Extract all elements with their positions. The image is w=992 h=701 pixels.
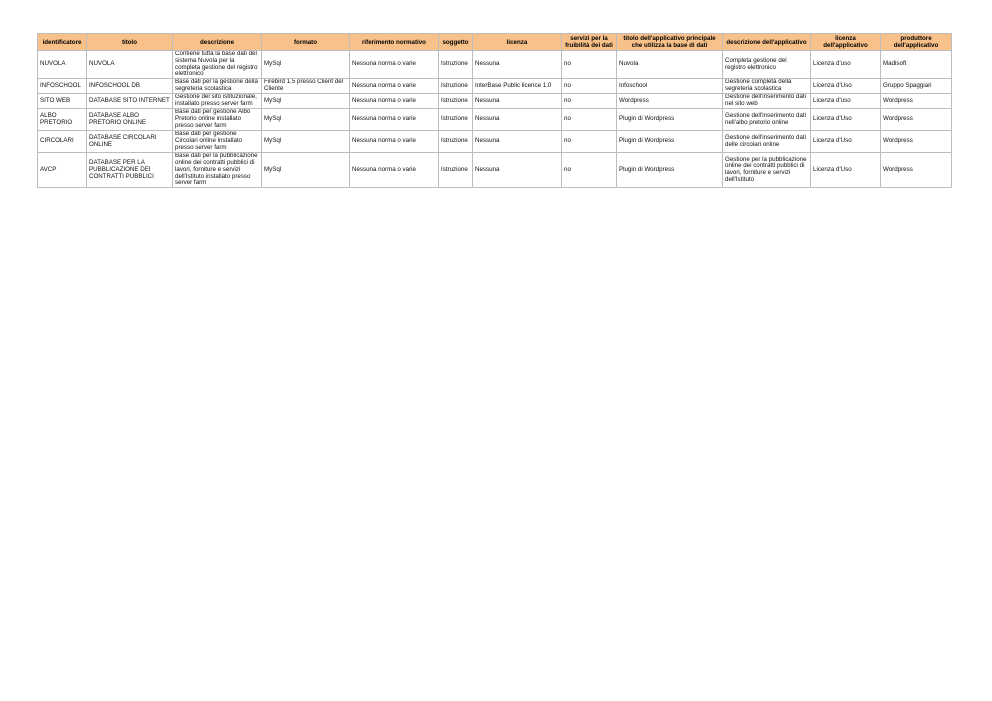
table-cell: SITO WEB [38,94,87,109]
table-cell: Plugin di Wordpress [617,153,723,188]
table-row [38,79,952,94]
table-cell: Licenza d'Uso [811,131,881,153]
table-cell: Istruzione [439,79,473,94]
table-cell: no [562,51,617,79]
header-cell: licenza dell'applicativo [811,34,881,51]
table-cell: Base dati per gestione Albo Pretorio online installato presso server farm [173,109,262,131]
table-cell: Base dati per la pubblicazione online dei contratti pubblici di lavori, forniture e servizi dell'Istituto installato presso server farm [173,153,262,188]
table-cell: no [562,109,617,131]
table-cell: Nessuna norma o varie [350,79,439,94]
header-cell: servizi per la fruibilità dei dati [562,34,617,51]
header-cell: produttore dell'applicativo [881,34,952,51]
table-cell: DATABASE CIRCOLARI ONLINE [87,131,173,153]
table-cell: Licenza d'Uso [811,79,881,94]
header-cell: soggetto [439,34,473,51]
table-cell: Istruzione [439,51,473,79]
table-cell: Base dati per gestione Circolari online installato presso server farm [173,131,262,153]
table-cell: MySql [262,51,350,79]
table-cell: Base dati per la gestione della segreteria scolastica [173,79,262,94]
table-cell: Contiene tutta la base dati del sistema Nuvola per la completa gestione del registro elettronico [173,51,262,79]
table-cell: NUVOLA [87,51,173,79]
table-cell: Gestione per la pubblicazione online dei contratti pubblici di lavori, forniture e servizi dell'Istituto [723,153,811,188]
table-cell: Nessuna [473,94,562,109]
table-cell: Plugin di Wordpress [617,131,723,153]
table-cell: Nuvola [617,51,723,79]
table-cell: Istruzione [439,94,473,109]
table-cell: MySql [262,109,350,131]
table-cell: INFOSCHOOL DB [87,79,173,94]
table-cell: Completa gestione del registro elettronico [723,51,811,79]
header-cell: descrizione dell'applicativo [723,34,811,51]
header-cell: licenza [473,34,562,51]
table-cell: Licenza d'uso [811,51,881,79]
table-cell: Nessuna [473,109,562,131]
table-cell: Firebird 1.5 presso Client del Cliente [262,79,350,94]
table-cell: no [562,79,617,94]
table-cell: InterBase Public licence 1.0 [473,79,562,94]
table-cell: Nessuna [473,153,562,188]
table-cell: INFOSCHOOL [38,79,87,94]
table-cell: Nessuna norma o varie [350,94,439,109]
table-cell: Nessuna norma o varie [350,153,439,188]
table-cell: Wordpress [881,153,952,188]
table-cell: NUVOLA [38,51,87,79]
header-cell: titolo dell'applicativo principale che utilizza la base di dati [617,34,723,51]
table-cell: Wordpress [617,94,723,109]
header-row [38,34,952,51]
table-cell: Gestione completa della segreteria scolastica [723,79,811,94]
header-cell: descrizione [173,34,262,51]
table-cell: Plugin di Wordpress [617,109,723,131]
table-cell: Wordpress [881,109,952,131]
table-cell: no [562,94,617,109]
table-cell: Licenza d'uso [811,94,881,109]
table-cell: Wordpress [881,131,952,153]
table-row [38,153,952,188]
table-cell: MySql [262,153,350,188]
table-cell: Licenza d'Uso [811,153,881,188]
header-cell: formato [262,34,350,51]
table-cell: Nessuna norma o varie [350,109,439,131]
table-cell: Gestione dell'inserimento dati nel sito web [723,94,811,109]
table-cell: Nessuna [473,131,562,153]
table-row [38,51,952,79]
table-cell: Wordpress [881,94,952,109]
table-cell: Gestione del sito istituzionale, installato presso server farm [173,94,262,109]
header-cell: identificatore [38,34,87,51]
table-cell: Licenza d'Uso [811,109,881,131]
table-row [38,109,952,131]
table-cell: MySql [262,131,350,153]
table-cell: Nessuna norma o varie [350,131,439,153]
table-cell: Istruzione [439,109,473,131]
table-cell: DATABASE ALBO PRETORIO ONLINE [87,109,173,131]
table-cell: Nessuna norma o varie [350,51,439,79]
table-cell: Gestione dell'inserimento dati delle circolari online [723,131,811,153]
table-cell: Nessuna [473,51,562,79]
table-cell: Istruzione [439,131,473,153]
catalog-table [37,33,952,188]
table-cell: Istruzione [439,153,473,188]
table-cell: Infoschool [617,79,723,94]
table-cell: AVCP [38,153,87,188]
table-cell: ALBO PRETORIO [38,109,87,131]
table-cell: Gruppo Spaggiari [881,79,952,94]
table-cell: no [562,153,617,188]
table-cell: CIRCOLARI [38,131,87,153]
table-row [38,131,952,153]
table-cell: no [562,131,617,153]
table-cell: DATABASE PER LA PUBBLICAZIONE DEI CONTRATTI PUBBLICI [87,153,173,188]
table-row [38,94,952,109]
header-cell: riferimento normativo [350,34,439,51]
table-cell: MySql [262,94,350,109]
table-cell: Gestione dell'inserimento dati nell'albo pretorio online [723,109,811,131]
header-cell: titolo [87,34,173,51]
table-cell: DATABASE SITO INTERNET [87,94,173,109]
table-cell: Madisoft [881,51,952,79]
